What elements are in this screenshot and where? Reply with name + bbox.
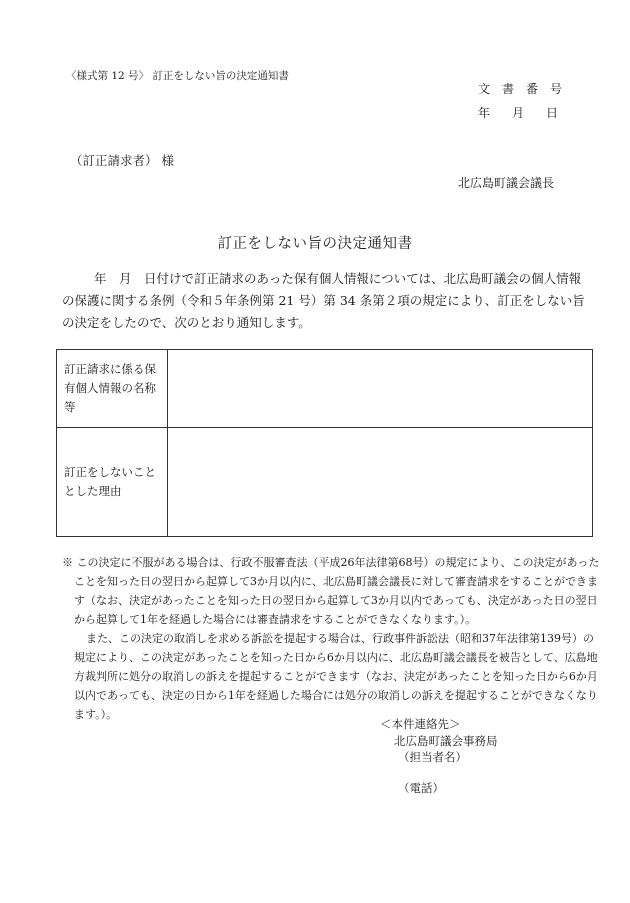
- note-appeal: ※ この決定に不服がある場合は、行政不服審査法（平成26年法律第68号）の規定により、この決定があったことを知った日の翌日から起算して3か月以内に、北広島町議会議長に対して審査請求をすることができます（なお、決定があったことを知った日の翌日から起算して3か月以内であっても、決定があった日の翌日から起算して1年を経過した場合には審査請求をすることができなくなります。）。: [62, 556, 600, 626]
- notes: [62, 553, 602, 724]
- intro-paragraph: 年 月 日付けで訂正請求のあった保有個人情報については、北広島町議会の個人情報の保護に関する条例（令和５年条例第 21 号）第 34 条第２項の規定により、訂正をしない旨の決定をしたので、次のとおり通知します。: [62, 271, 585, 330]
- form-number: 〈様式第 12 号〉 訂正をしない旨の決定通知書: [66, 70, 289, 82]
- date-day-label: 日: [546, 106, 559, 120]
- table-label-info-name: 訂正請求に係る保有個人情報の名称等: [57, 350, 168, 428]
- contact-office: 北広島町議会事務局: [394, 733, 498, 748]
- table-label-reason: 訂正をしないこととした理由: [57, 428, 168, 537]
- contact-phone: （電話）: [398, 780, 444, 795]
- recipient: （訂正請求者） 様: [70, 153, 174, 168]
- contact-heading: ＜本件連絡先＞: [380, 717, 461, 731]
- table-row: [57, 428, 593, 537]
- document-number: 文書番号: [478, 82, 575, 96]
- table-row: [57, 350, 593, 428]
- table-value-reason: [168, 428, 593, 537]
- document-date: [478, 104, 580, 121]
- contact-person: （担当者名）: [398, 750, 467, 764]
- contact-block: [380, 716, 498, 796]
- document-title: 訂正をしない旨の決定通知書: [217, 236, 413, 252]
- sender: 北広島町議会議長: [458, 176, 555, 190]
- info-table: [56, 349, 593, 537]
- date-year-label: 年: [478, 106, 491, 120]
- date-month-label: 月: [512, 106, 525, 120]
- table-value-info-name: [168, 350, 593, 428]
- note-lawsuit: また、この決定の取消しを求める訴訟を提起する場合は、行政事件訴訟法（昭和37年法律第139号）の規定により、この決定があったことを知った日から6か月以内に、北広島町議会議長を被告として、広島地方裁判所に処分の取消しの訴えを提起することができます（なお、決定があったことを知った日から6か月以内であっても、決定の日から1年を経過した場合には処分の取消しの訴えを提起することができなくなります。）。: [74, 632, 598, 721]
